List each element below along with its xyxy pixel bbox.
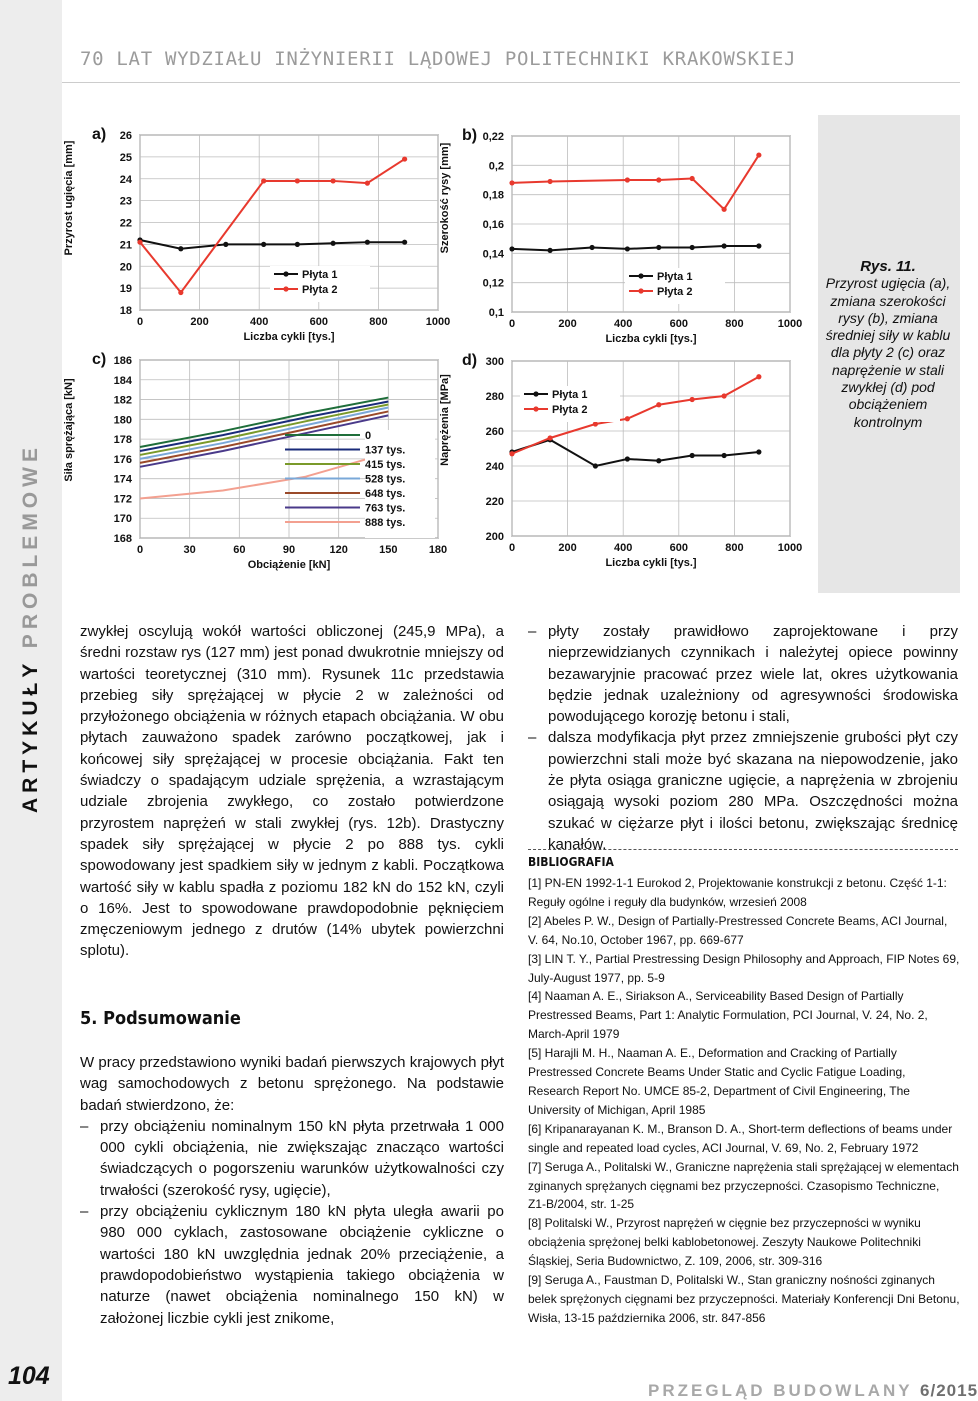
data-point	[547, 435, 552, 440]
y-tick-label: 186	[113, 355, 132, 367]
data-point	[547, 179, 552, 184]
x-tick-label: 1000	[777, 318, 803, 330]
x-tick-label: 800	[369, 316, 388, 328]
panel-label: d)	[462, 352, 478, 369]
journal-name: PRZEGLĄD BUDOWLANY	[648, 1381, 913, 1400]
legend-marker	[283, 271, 288, 276]
x-axis-label: Liczba cykli [tys.]	[605, 557, 697, 569]
x-axis-label: Obciążenie [kN]	[247, 559, 331, 571]
y-tick-label: 260	[485, 426, 504, 438]
conclusion-text: dalsza modyfikacja płyt przez zmniejszenie grubości płyt czy powierzchni stali może być skazana na niepowodzenie, jako że płyta osiąga graniczne ugięcie, a naprężenia w zbrojeniu osiągają wysoki poziom 280 MPa. Oszczędności można szukać w ciężarze płyt i ilości betonu, zwiększając średnicę kanałów.	[548, 729, 958, 853]
x-tick-label: 150	[379, 544, 398, 556]
y-tick-label: 184	[113, 374, 132, 387]
data-point	[722, 393, 727, 398]
header-divider	[62, 82, 960, 83]
x-tick-label: 1000	[425, 316, 451, 328]
legend-label: Płyta 1	[657, 271, 693, 283]
x-tick-label: 800	[725, 318, 744, 330]
y-tick-label: 25	[119, 151, 132, 164]
legend-label: 0	[365, 430, 372, 442]
list-dash: –	[528, 623, 537, 640]
x-axis-label: Liczba cykli [tys.]	[605, 333, 697, 345]
y-tick-label: 26	[119, 130, 132, 142]
y-axis-label: Przyrost ugięcia [mm]	[63, 140, 75, 256]
data-point	[690, 453, 695, 458]
conclusions-right	[528, 621, 958, 855]
x-tick-label: 0	[136, 316, 144, 328]
legend-label: 137 tys.	[365, 444, 406, 457]
page-number: 104	[8, 1362, 50, 1390]
x-tick-label: 400	[614, 542, 633, 554]
y-tick-label: 0,2	[488, 160, 504, 173]
data-point	[331, 241, 336, 246]
y-tick-label: 180	[113, 414, 132, 427]
section-title-dark: ARTYKUŁY	[19, 659, 42, 813]
bibliography-item: [3] LIN T. Y., Partial Prestressing Design Philosophy and Approach, FIP Notes 69, July-August 1977, pp. 5-9	[528, 951, 960, 985]
conclusion-intro: W pracy przedstawiono wyniki badań pierwszych krajowych płyt wag samochodowych z betonu sprężonego. Na podstawie badań stwierdzono, że:	[80, 1054, 504, 1114]
panel-label: b)	[462, 127, 478, 144]
data-point	[509, 451, 514, 456]
legend-marker	[638, 288, 643, 293]
figure-label: Rys. 11.	[860, 258, 916, 275]
x-tick-label: 60	[233, 544, 246, 556]
data-point	[593, 463, 598, 468]
data-point	[756, 374, 761, 379]
legend-label: Płyta 1	[552, 389, 588, 401]
y-tick-label: 23	[119, 195, 132, 208]
y-tick-label: 176	[113, 453, 132, 466]
legend-marker	[533, 406, 538, 411]
y-tick-label: 178	[113, 434, 132, 447]
data-point	[625, 456, 630, 461]
y-tick-label: 19	[119, 283, 132, 296]
conclusion-item	[80, 1116, 504, 1201]
bibliography-item: [8] Politalski W., Przyrost naprężeń w cięgnie bez przyczepności w wyniku obciążenia sprężonej belki kablobetonowej. Zeszyty Naukowe Politechniki Śląskiej, Seria Budownictwo, Z. 109, 2006, str. 309-316	[528, 1216, 921, 1269]
running-header: 70 LAT WYDZIAŁU INŻYNIERII LĄDOWEJ POLITECHNIKI KRAKOWSKIEJ	[80, 48, 797, 70]
data-point	[756, 243, 761, 248]
data-point	[756, 152, 761, 157]
x-tick-label: 400	[614, 318, 633, 330]
x-tick-label: 90	[282, 544, 296, 556]
y-tick-label: 22	[119, 217, 132, 230]
y-tick-label: 0,18	[482, 189, 504, 202]
legend-label: 528 tys.	[365, 473, 406, 486]
y-tick-label: 170	[113, 513, 132, 526]
y-axis-label: Siła sprężająca [kN]	[63, 378, 75, 482]
x-tick-label: 600	[309, 316, 328, 328]
bibliography-item: [7] Seruga A., Politalski W., Graniczne naprężenia stali sprężającej w elementach zginanych sprężanych cięgnami bez przyczepności. Czasopismo Techniczne, Z1-B/2004, str. 1-25	[528, 1159, 959, 1212]
conclusion-text: przy obciążeniu nominalnym 150 kN płyta przetrwała 1 000 000 cykli obciążenia, nie zwiększając znacząco wartości świadczących o pogorszeniu warunków użytkowalności czy trwałości (szerokość rysy, ugięcie),	[100, 1117, 504, 1199]
bibliography-title: BIBLIOGRAFIA	[528, 855, 614, 869]
data-point	[625, 246, 630, 251]
chart-panel	[439, 127, 802, 345]
data-point	[331, 178, 336, 183]
data-point	[365, 181, 370, 186]
bibliography-list	[528, 874, 960, 1328]
data-point	[625, 177, 630, 182]
legend-label: Płyta 2	[552, 404, 588, 416]
journal-issue: 6/2015	[920, 1381, 978, 1400]
y-tick-label: 280	[485, 391, 504, 403]
legend-label: 888 tys.	[365, 517, 406, 529]
data-point	[402, 156, 407, 161]
conclusion-item	[80, 1201, 504, 1329]
data-point	[589, 245, 594, 250]
data-point	[178, 290, 183, 295]
bibliography-item: [5] Harajli M. H., Naaman A. E., Deformation and Cracking of Partially Prestressed Concrete Beams Under Static and Cyclic Fatigue Loading, Research Report No. UMCE 85-2, Department of Civil Engineering, The University of Michigan, April 1985	[528, 1046, 910, 1117]
legend-label: Płyta 2	[657, 286, 693, 298]
x-tick-label: 200	[190, 316, 209, 328]
data-point	[223, 242, 228, 247]
data-point	[722, 207, 727, 212]
x-tick-label: 0	[508, 318, 516, 330]
y-tick-label: 174	[113, 473, 132, 486]
data-point	[690, 397, 695, 402]
conclusion-text: płyty zostały prawidłowo zaprojektowane i przy nieprzewidzianych czynnikach i należytej opiece powinny bezawaryjnie pracować przez wiele lat, okres użytkowania będzie jednak uzależniony od agresywności środowiska powodującego korozję betonu i stali,	[548, 623, 958, 726]
legend-label: Płyta 1	[302, 269, 338, 281]
data-point	[690, 245, 695, 250]
data-point	[722, 453, 727, 458]
data-point	[756, 449, 761, 454]
conclusion-text: przy obciążeniu cyklicznym 180 kN płyta uległa awarii po 980 000 cyklach, zastosowane obciążenie cykliczne o wartości 180 kN uwzględnia jednak 20% przeciążenie, a prawdopodobieństwo wystąpienia takiego obciążenia w naturze (nawet obciążenia nominalnego 150 kN) w założonej liczbie cykli jest znikome,	[100, 1203, 504, 1327]
y-tick-label: 220	[485, 496, 504, 508]
y-tick-label: 0,16	[482, 219, 504, 231]
y-tick-label: 21	[119, 239, 132, 252]
data-point	[137, 240, 142, 245]
panel-label: c)	[92, 351, 107, 368]
section-title-light: PROBLEMOWE	[19, 443, 42, 649]
legend-marker	[283, 286, 288, 291]
y-tick-label: 240	[485, 461, 504, 473]
x-tick-label: 800	[725, 542, 744, 554]
x-tick-label: 600	[669, 318, 688, 330]
journal-footer	[648, 1381, 978, 1401]
y-axis-label: Naprężenia [MPa]	[439, 374, 451, 466]
y-tick-label: 0,12	[482, 277, 504, 290]
y-axis-label: Szerokość rysy [mm]	[439, 142, 451, 254]
data-point	[402, 240, 407, 245]
y-tick-label: 182	[113, 394, 132, 407]
x-tick-label: 180	[428, 544, 448, 556]
bibliography-item: [4] Naaman A. E., Siriakson A., Serviceability Based Design of Partially Prestressed Beams, Part 1: Analytic Formulation, PCI Journal, V. 24, No. 2, March-April 1979	[528, 989, 928, 1042]
y-tick-label: 18	[119, 305, 132, 317]
x-tick-label: 120	[329, 544, 348, 556]
data-point	[509, 180, 514, 185]
x-tick-label: 200	[558, 542, 577, 554]
data-point	[656, 177, 661, 182]
x-tick-label: 0	[508, 542, 516, 554]
legend-label: 648 tys.	[365, 488, 406, 500]
chart-panel	[439, 352, 802, 569]
data-point	[690, 176, 695, 181]
x-tick-label: 1000	[777, 542, 803, 554]
data-point	[261, 242, 266, 247]
conclusion-item	[528, 727, 958, 855]
y-tick-label: 300	[485, 356, 504, 368]
data-point	[178, 246, 183, 251]
chart-panel	[63, 351, 447, 571]
bibliography-item: [1] PN-EN 1992-1-1 Eurokod 2, Projektowanie konstrukcji z betonu. Część 1-1: Reguły ogólne i reguły dla budynków, wrzesień 2008	[528, 876, 947, 909]
x-axis-label: Liczba cykli [tys.]	[243, 331, 335, 343]
data-point	[547, 248, 552, 253]
data-point	[509, 246, 514, 251]
legend-label: 763 tys.	[365, 502, 406, 515]
data-point	[656, 245, 661, 250]
data-point	[593, 421, 598, 426]
data-point	[625, 416, 630, 421]
data-point	[656, 402, 661, 407]
bibliography-divider	[528, 849, 958, 850]
bibliography-item: [9] Seruga A., Faustman D, Politalski W., Stan graniczny nośności zginanych belek sprężonych cięgnami bez przyczepności. Materiały Konferencji Dni Betonu, Wisła, 13-15 października 2006, str. 847-856	[528, 1273, 960, 1325]
legend-label: 415 tys.	[365, 459, 406, 471]
figure-caption	[822, 258, 954, 431]
data-point	[365, 240, 370, 245]
left-column-text	[80, 621, 504, 962]
data-point	[261, 178, 266, 183]
figure-caption-text: Przyrost ugięcia (a), zmiana szerokości rysy (b), zmiana średniej siły w kablu dla płyty 2 (c) oraz naprężenie w stali zwykłej (d) pod obciążeniem kontrolnym	[825, 275, 951, 430]
y-tick-label: 0,1	[488, 307, 504, 319]
section-heading: 5. Podsumowanie	[80, 1008, 241, 1029]
y-tick-label: 200	[485, 531, 504, 543]
legend-label: Płyta 2	[302, 284, 338, 296]
bibliography-item: [2] Abeles P. W., Design of Partially-Prestressed Concrete Beams, ACI Journal, V. 64, No.10, October 1967, pp. 669-677	[528, 913, 948, 947]
y-tick-label: 24	[119, 173, 132, 186]
data-point	[722, 243, 727, 248]
x-tick-label: 400	[250, 316, 269, 328]
panel-label: a)	[92, 126, 107, 143]
conclusion-item	[528, 621, 958, 727]
list-dash: –	[528, 729, 537, 747]
body-paragraph: zwykłej oscylują wokół wartości obliczonej (245,9 MPa), a średni rozstaw rys (127 mm) jest ponad dwukrotnie mniejszy od wartości teoretycznej (310 mm). Rysunek 11c przedstawia przebieg siły sprężającej w płycie 2 w zależności od przyłożonego obciążenia w różnych etapach obciążania. W obu płytach zauważono spadek zarówno początkowej, jak i końcowej siły sprężającej w procesie obciążania. Fakt ten świadczy o spadającym udziale sprężenia, a wzrastającym udziale zbrojenia zwykłego, co zostało potwierdzone przyrostem naprężeń w stali zwykłej (rys. 12b). Drastyczny spadek siły sprężającej w płycie 2 po 888 tys. cykli spowodowany jest spadkiem siły w jednym z kabli. Początkowa wartość siły w kablu spadła z poziomu 182 kN do 152 kN, czyli o 16%. Jest to spowodowane prawdopodobnie pęknięciem zmęczeniowym jednego z drutów (14% ubytek powierzchni splotu).	[80, 623, 504, 960]
bibliography-item: [6] Kripanarayanan K. M., Branson D. A., Short-term deflections of beams under single and repeated load cycles, ACI Journal, V. 69, No. 2, February 1972	[528, 1121, 953, 1155]
legend-marker	[638, 273, 643, 278]
y-tick-label: 0,14	[482, 248, 504, 261]
data-point	[295, 242, 300, 247]
y-tick-label: 20	[119, 261, 132, 274]
y-tick-label: 168	[113, 533, 132, 545]
data-point	[656, 458, 661, 463]
data-point	[295, 178, 300, 183]
legend-marker	[533, 391, 538, 396]
y-tick-label: 172	[113, 493, 132, 506]
conclusions-left	[80, 1052, 504, 1329]
figure-charts	[0, 118, 820, 598]
x-tick-label: 200	[558, 318, 577, 330]
chart-panel	[63, 126, 450, 343]
list-dash: –	[80, 1117, 89, 1135]
list-dash: –	[80, 1203, 89, 1221]
x-tick-label: 600	[669, 542, 688, 554]
x-tick-label: 0	[136, 544, 144, 556]
x-tick-label: 30	[183, 544, 196, 556]
y-tick-label: 0,22	[482, 131, 504, 143]
